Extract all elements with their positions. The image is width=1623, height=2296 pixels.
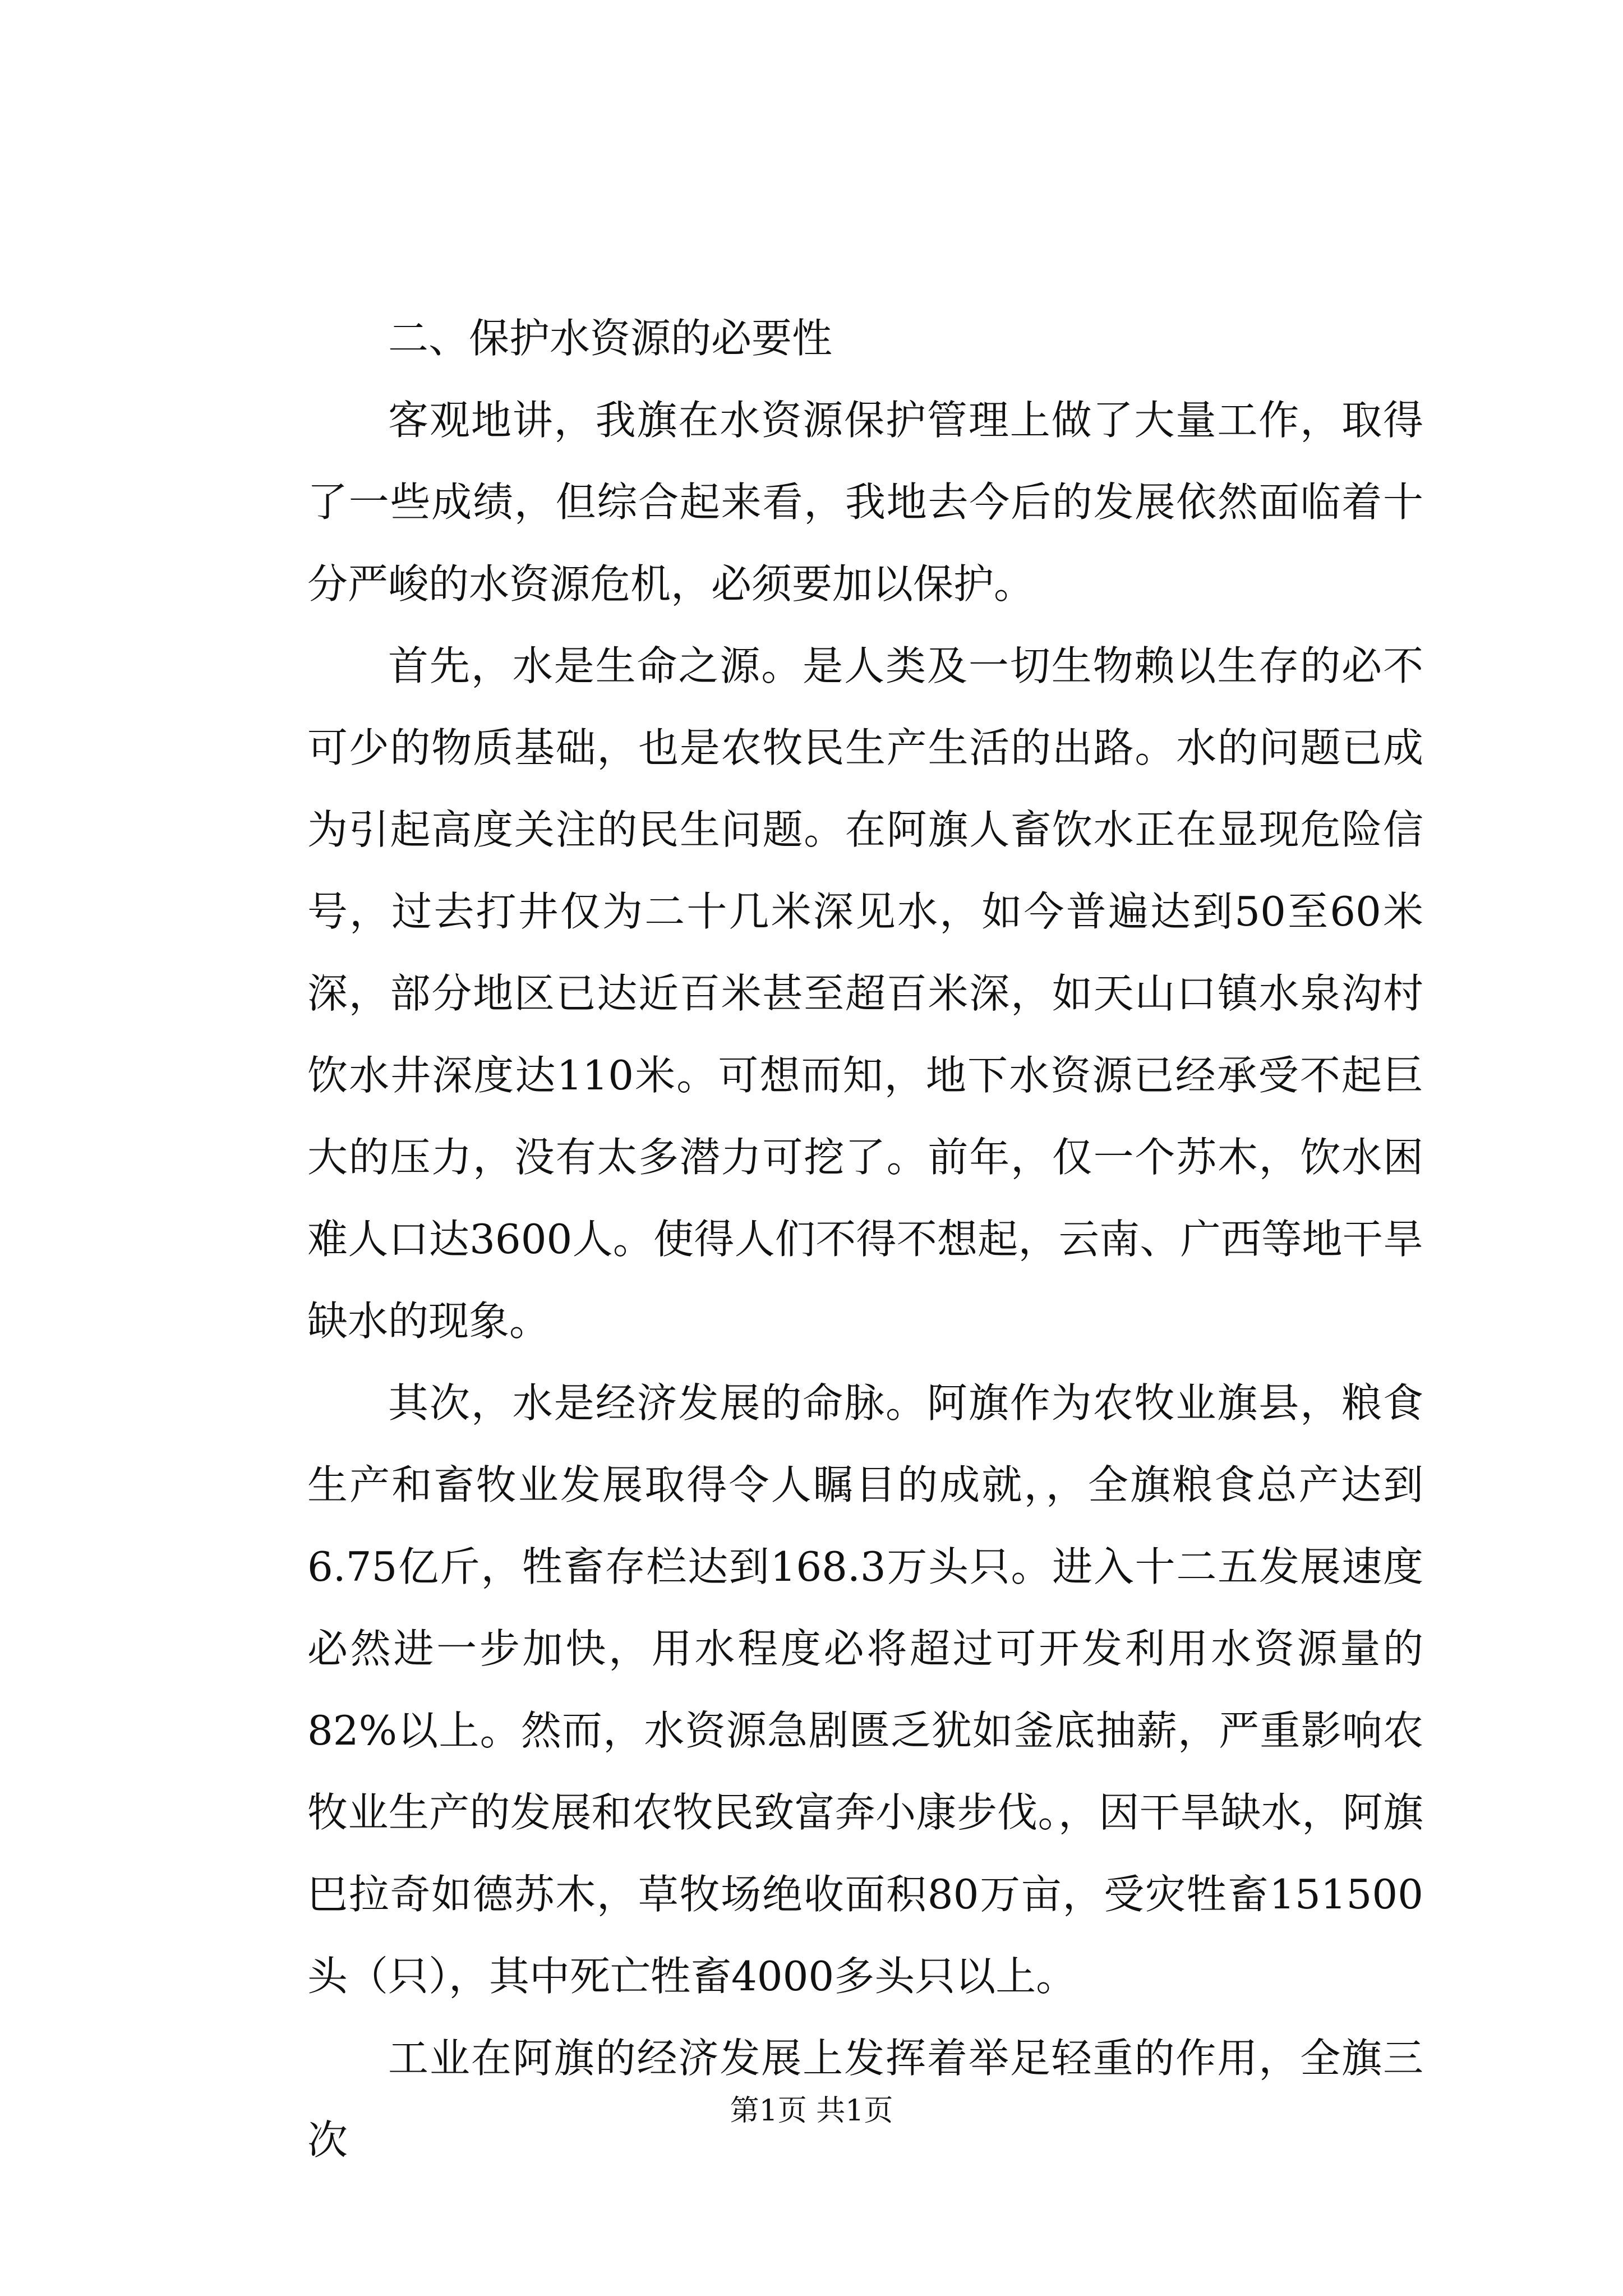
section-heading: 二、保护水资源的必要性: [388, 315, 833, 362]
paragraph: 客观地讲，我旗在水资源保护管理上做了大量工作，取得了一些成绩，但综合起来看，我地去今后的发展依然面临着十分严峻的水资源危机，必须要加以保护。: [307, 397, 1423, 608]
paragraph: 首先，水是生命之源。是人类及一切生物赖以生存的必不可少的物质基础，也是农牧民生产生活的出路。水的问题已成为引起高度关注的民生问题。在阿旗人畜饮水正在显现危险信号，过去打井仅为二十几米深见水，如今普遍达到50至60米深，部分地区已达近百米甚至超百米深，如天山口镇水泉沟村饮水井深度达110米。可想而知，地下水资源已经承受不起巨大的压力，没有太多潜力可挖了。前年，仅一个苏木，饮水困难人口达3600人。使得人们不得不想起，云南、广西等地干旱缺水的现象。: [307, 642, 1423, 1345]
paragraph: 工业在阿旗的经济发展上发挥着举足轻重的作用，全旗三次: [307, 2035, 1423, 2164]
document-body: [307, 297, 1423, 2181]
page-number-footer: 第1页 共1页: [730, 2094, 893, 2128]
paragraph: 其次，水是经济发展的命脉。阿旗作为农牧业旗县，粮食生产和畜牧业发展取得令人瞩目的成就，，全旗粮食总产达到6.75亿斤，牲畜存栏达到168.3万头只。进入十二五发展速度必然进一步加快，用水程度必将超过可开发利用水资源量的82%以上。然而，水资源急剧匮乏犹如釜底抽薪，严重影响农牧业生产的发展和农牧民致富奔小康步伐。，因干旱缺水，阿旗巴拉奇如德苏木，草牧场绝收面积80万亩，受灾牲畜151500头（只），其中死亡牲畜4000多头只以上。: [307, 1379, 1423, 2000]
